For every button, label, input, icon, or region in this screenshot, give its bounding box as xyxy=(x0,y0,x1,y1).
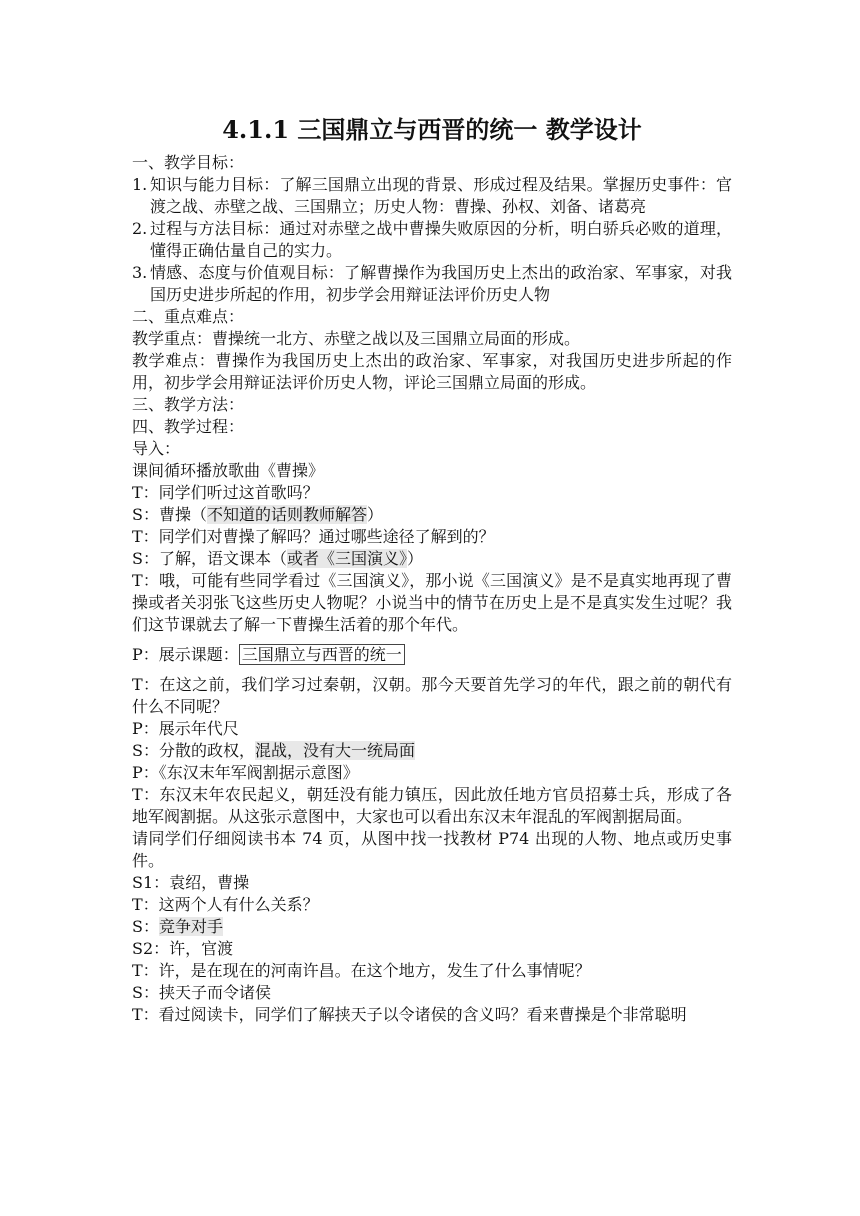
dialog-line: T：在这之前，我们学习过秦朝，汉朝。那今天要首先学习的年代，跟之前的朝代有什么不同呢？ xyxy=(132,675,732,716)
dialog-text: S： xyxy=(132,917,159,936)
list-number: 3. xyxy=(132,263,148,282)
dialog-line xyxy=(132,644,732,666)
highlighted-text: 不知道的话则教师解答 xyxy=(206,505,367,524)
dialog-line xyxy=(132,548,732,570)
list-item xyxy=(132,262,732,306)
document-title: 4.1.1 三国鼎立与西晋的统一 教学设计 xyxy=(222,115,642,144)
section-heading-process: 四、教学过程： xyxy=(132,417,245,436)
dialog-line xyxy=(132,916,732,938)
section-heading-methods: 三、教学方法： xyxy=(132,395,245,414)
dialog-line xyxy=(132,504,732,526)
intro-label: 导入： xyxy=(132,439,181,458)
dialog-text: P：展示课题： xyxy=(132,645,239,664)
lesson-title-box: 三国鼎立与西晋的统一 xyxy=(239,644,405,665)
section-heading-objectives: 一、教学目标： xyxy=(132,153,245,172)
dialog-line: T：这两个人有什么关系？ xyxy=(132,895,319,914)
dialog-line: 课间循环播放歌曲《曹操》 xyxy=(132,461,325,480)
list-number: 2. xyxy=(132,219,148,238)
document-body xyxy=(132,114,732,1026)
key-point-paragraph: 教学重点：曹操统一北方、赤壁之战以及三国鼎立局面的形成。 xyxy=(132,329,581,348)
highlighted-text: 混战，没有大一统局面 xyxy=(254,741,415,760)
list-item-text: 过程与方法目标：通过对赤壁之战中曹操失败原因的分析，明白骄兵必败的道理，懂得正确估量自己的实力。 xyxy=(150,219,732,260)
dialog-line: T：许，是在现在的河南许昌。在这个地方，发生了什么事情呢？ xyxy=(132,961,591,980)
dialog-text: S：分散的政权， xyxy=(132,741,255,760)
dialog-line: S2：许，官渡 xyxy=(132,939,234,958)
dialog-line: S1：袁绍，曹操 xyxy=(132,873,250,892)
list-item xyxy=(132,174,732,218)
difficult-point-paragraph: 教学难点：曹操作为我国历史上杰出的政治家、军事家，对我国历史进步所起的作用，初步学会用辩证法评价历史人物，评论三国鼎立局面的形成。 xyxy=(132,351,732,392)
highlighted-text: 竞争对手 xyxy=(158,917,223,936)
dialog-text: ） xyxy=(366,505,383,524)
dialog-line xyxy=(132,740,732,762)
list-item-text: 知识与能力目标：了解三国鼎立出现的背景、形成过程及结果。掌握历史事件：官渡之战、赤壁之战、三国鼎立；历史人物：曹操、孙权、刘备、诸葛亮 xyxy=(150,175,732,216)
list-item-text: 情感、态度与价值观目标：了解曹操作为我国历史上杰出的政治家、军事家，对我国历史进步所起的作用，初步学会用辩证法评价历史人物 xyxy=(150,263,732,304)
dialog-text: ） xyxy=(406,549,423,568)
list-number: 1. xyxy=(132,175,148,194)
dialog-line: T：同学们对曹操了解吗？通过哪些途径了解到的？ xyxy=(132,527,495,546)
dialog-line: S：挟天子而令诸侯 xyxy=(132,983,271,1002)
list-item xyxy=(132,218,732,262)
dialog-line: P：《东汉末年军阀割据示意图》 xyxy=(132,763,359,782)
highlighted-text: 或者《三国演义》 xyxy=(286,549,407,568)
dialog-line: T：同学们听过这首歌吗？ xyxy=(132,483,319,502)
dialog-text: S：曹操（ xyxy=(132,505,207,524)
dialog-line: T：看过阅读卡，同学们了解挟天子以令诸侯的含义吗？看来曹操是个非常聪明 xyxy=(132,1005,687,1024)
dialog-line: T：东汉末年农民起义，朝廷没有能力镇压，因此放任地方官员招募士兵，形成了各地军阀割据。从这张示意图中，大家也可以看出东汉末年混乱的军阀割据局面。 xyxy=(132,785,732,826)
dialog-line: 请同学们仔细阅读书本 74 页，从图中找一找教材 P74 出现的人物、地点或历史事件。 xyxy=(132,829,732,870)
objectives-list xyxy=(132,174,732,306)
dialog-text: S：了解，语文课本（ xyxy=(132,549,287,568)
dialog-line: P：展示年代尺 xyxy=(132,719,239,738)
dialog-line: T：哦，可能有些同学看过《三国演义》，那小说《三国演义》是不是真实地再现了曹操或者关羽张飞这些历史人物呢？小说当中的情节在历史上是不是真实发生过呢？我们这节课就去了解一下曹操生活着的那个年代。 xyxy=(132,571,732,634)
section-heading-key-points: 二、重点难点： xyxy=(132,307,245,326)
